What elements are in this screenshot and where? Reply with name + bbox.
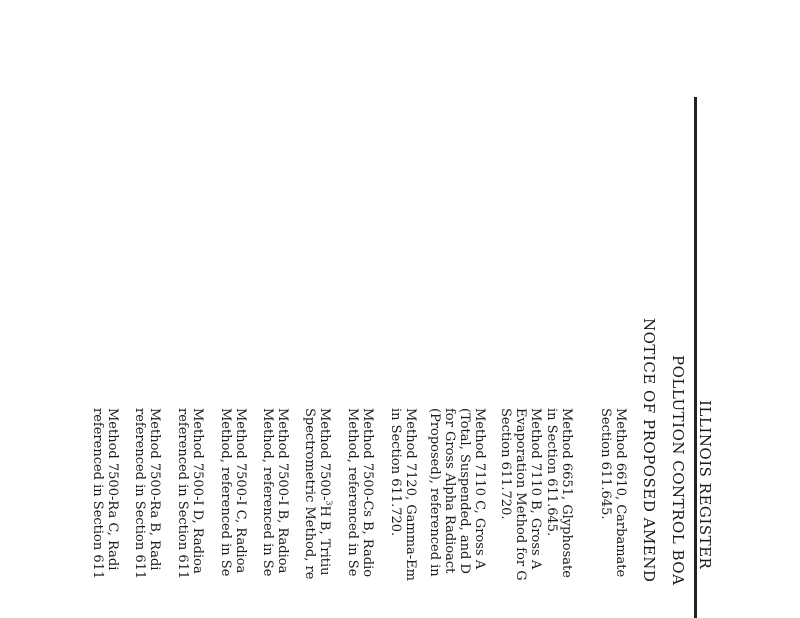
paragraph-method-7110b: Method 7110 B, Gross A Evaporation Method for G Section 611.720. [498, 408, 543, 581]
paragraph-method-7500-i-d: Method 7500-I D, Radioa referenced in Section 611 [175, 408, 205, 580]
paragraph-method-7500-i-c: Method 7500-I C, Radioa Method, referenced in Se [218, 408, 248, 577]
board-title: POLLUTION CONTROL BOA [669, 355, 687, 586]
paragraph-method-7500-3h-b: Method 7500-$^3$H B, Tritiu Spectrometric Method, re [302, 408, 334, 580]
paragraph-method-7500-i-b: Method 7500-I B, Radioa Method, referenced in Se [260, 408, 290, 577]
paragraph-method-6610: Method 6610, Carbamate Section 611.645. [598, 408, 628, 578]
register-title: ILLINOIS REGISTER [696, 400, 714, 570]
paragraph-method-6651: Method 6651, Glyphosate in Section 611.645. [544, 408, 574, 578]
paragraph-method-7110c: Method 7110 C, Gross A (Total, Suspended, and D for Gross Alpha Radioact (Proposed), referenced in [427, 408, 487, 577]
paragraph-method-7500-ra-c: Method 7500-Ra C, Radi referenced in Section 611 [90, 408, 120, 580]
paragraph-method-7500-cs-b: Method 7500-Cs B, Radio Method, referenced in Se [345, 408, 375, 578]
paragraph-method-7120: Method 7120, Gamma-Em in Section 611.720. [388, 408, 418, 581]
notice-title: NOTICE OF PROPOSED AMEND [640, 318, 658, 583]
paragraph-method-7500-ra-b: Method 7500-Ra B, Radi referenced in Section 611 [132, 408, 162, 580]
